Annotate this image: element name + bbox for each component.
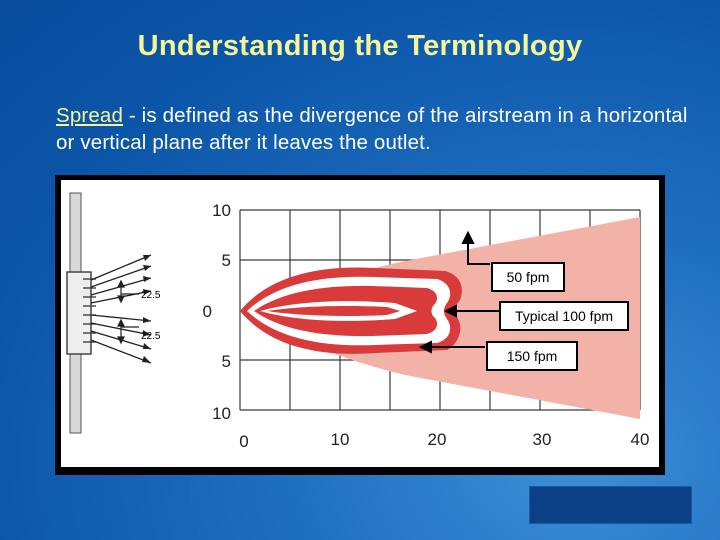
term-spread: Spread xyxy=(56,104,124,127)
corner-decoration xyxy=(529,486,692,524)
spread-diagram xyxy=(55,175,665,475)
y-tick-10-top: 10 xyxy=(212,201,231,220)
y-tick-5-top: 5 xyxy=(221,251,231,270)
y-tick-5-bottom: 5 xyxy=(221,352,231,371)
y-tick-0: 0 xyxy=(202,302,212,321)
y-tick-10-bottom: 10 xyxy=(212,404,231,423)
definition-text: - is defined as the divergence of the airstream in a horizontal or vertical plane after it leaves the outlet. xyxy=(56,104,688,154)
x-tick-0: 0 xyxy=(239,432,249,451)
x-tick-10: 10 xyxy=(330,430,350,449)
callout-100-fpm: Typical 100 fpm xyxy=(499,301,629,331)
definition-paragraph xyxy=(56,102,696,156)
angle-label-bottom: 22.5 xyxy=(141,331,161,342)
x-tick-20: 20 xyxy=(427,430,447,449)
slide-title: Understanding the Terminology xyxy=(137,30,583,62)
angle-label-top: 22.5 xyxy=(141,290,161,301)
x-tick-40: 40 xyxy=(630,430,650,449)
callout-150-fpm: 150 fpm xyxy=(486,341,578,371)
x-tick-30: 30 xyxy=(532,430,552,449)
callout-50-fpm: 50 fpm xyxy=(491,262,565,292)
